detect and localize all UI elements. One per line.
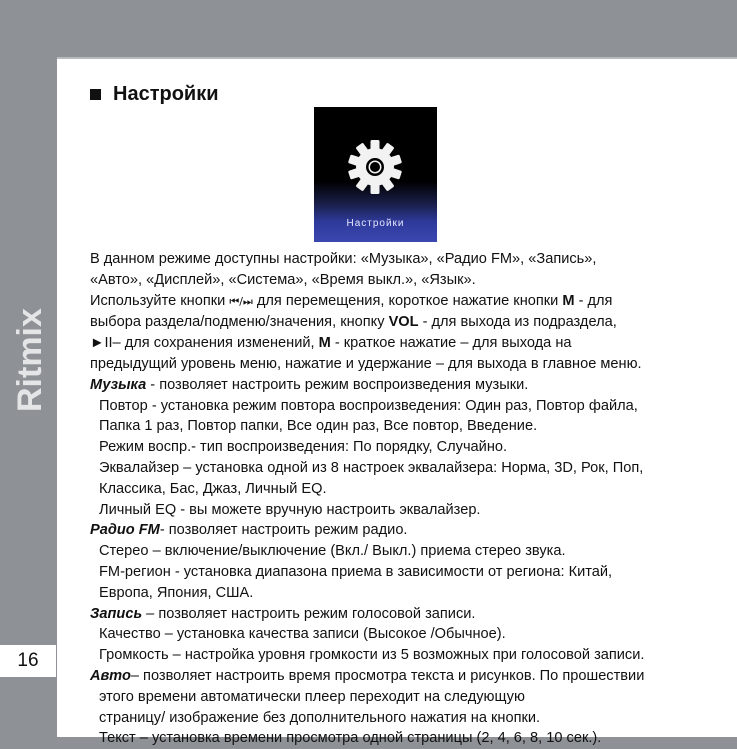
list-item: этого времени автоматически плеер переходит на следующую [99, 688, 525, 705]
list-item: Эквалайзер – установка одной из 8 настроек эквалайзера: Норма, 3D, Рок, Поп, [99, 459, 644, 476]
list-item: Стерео – включение/выключение (Вкл./ Выкл.) приема стерео звука. [99, 543, 566, 560]
list-item: Громкость – настройка уровня громкости из 5 возможных при голосовой записи. [99, 647, 645, 664]
section-title-text: Настройки [113, 83, 219, 105]
controls-line: предыдущий уровень меню, нажатие и удержание – для выхода в главное меню. [90, 355, 642, 372]
list-item: FM-регион - установка диапазона приема в зависимости от региона: Китай, [99, 563, 613, 580]
screen-label: Настройки [346, 218, 405, 229]
list-item: Папка 1 раз, Повтор папки, Все один раз, Все повтор, Введение. [99, 418, 538, 435]
list-item: Личный EQ - вы можете вручную настроить эквалайзер. [99, 501, 481, 518]
list-item: Классика, Бас, Джаз, Личный EQ. [99, 480, 327, 497]
controls-line: Используйте кнопки ⏮/⏭ для перемещения, короткое нажатие кнопки M - для [90, 292, 613, 309]
prev-next-icon: ⏮/⏭ [229, 294, 253, 308]
section-title [90, 83, 219, 106]
section-auto: Авто– позволяет настроить время просмотра текста и рисунков. По прошествии [90, 667, 645, 684]
bullet-square-icon [90, 89, 101, 100]
section-name: Запись [90, 605, 143, 622]
brand-text: Ritmix [11, 308, 48, 412]
section-music: Музыка - позволяет настроить режим воспроизведения музыки. [90, 376, 529, 393]
intro-line: В данном режиме доступны настройки: «Музыка», «Радио FM», «Запись», [90, 251, 597, 267]
list-item: Европа, Япония, США. [99, 584, 254, 601]
gear-icon [345, 137, 405, 197]
list-item: страницу/ изображение без дополнительного нажатия на кнопки. [99, 709, 541, 726]
ritmix-logo [8, 300, 48, 415]
list-item: Текст – установка времени просмотра одной страницы (2, 4, 6, 8, 10 сек.). [99, 730, 602, 747]
page-number: 16 [0, 645, 56, 677]
intro-line: «Авто», «Дисплей», «Система», «Время выкл.», «Язык». [90, 271, 476, 288]
list-item: Режим воспр.- тип воспроизведения: По порядку, Случайно. [99, 439, 508, 456]
section-record: Запись – позволяет настроить режим голосовой записи. [90, 605, 476, 622]
controls-line: ►II– для сохранения изменений, M - краткое нажатие – для выхода на [90, 335, 572, 352]
section-name: Авто [90, 667, 131, 684]
section-name: Радио FM [90, 522, 160, 539]
body-text [90, 249, 730, 749]
device-screen-illustration [314, 107, 437, 242]
list-item: Качество – установка качества записи (Высокое /Обычное). [99, 626, 506, 643]
section-name: Музыка [90, 376, 147, 393]
list-item: Повтор - установка режим повтора воспроизведения: Один раз, Повтор файла, [99, 397, 638, 414]
controls-line: выбора раздела/подменю/значения, кнопку VOL - для выхода из подраздела, [90, 314, 617, 331]
play-pause-icon: ►II– для сохранения изменений, [90, 335, 319, 352]
section-radio: Радио FM- позволяет настроить режим радио. [90, 522, 408, 539]
